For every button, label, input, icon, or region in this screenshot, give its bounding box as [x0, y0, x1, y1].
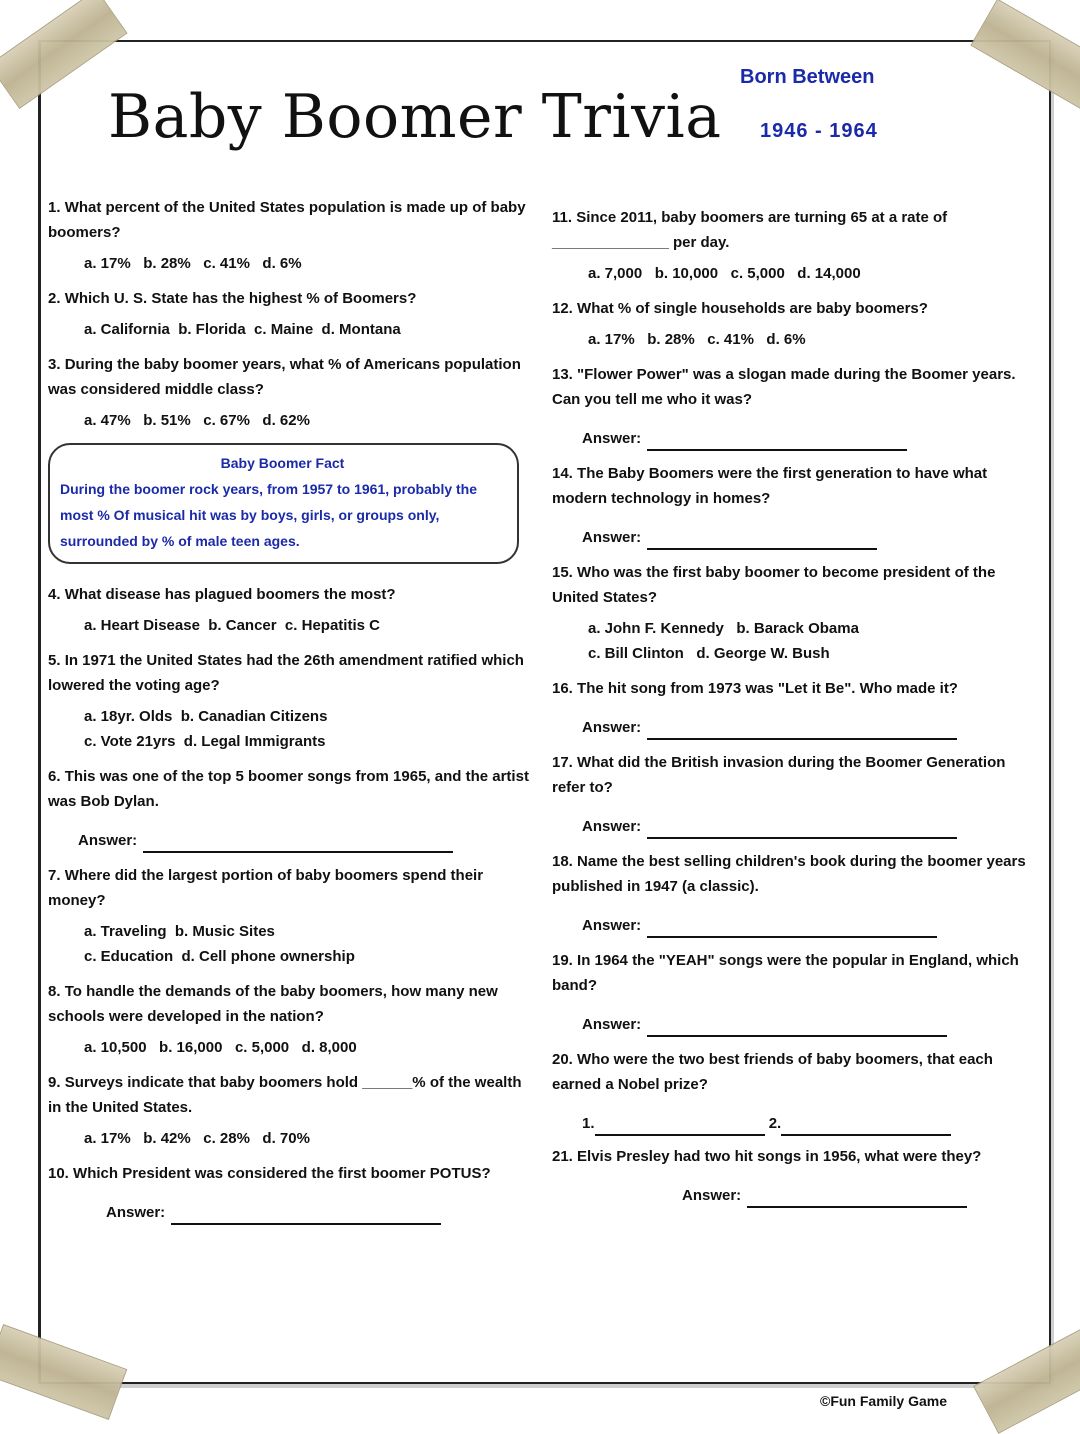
- question-1: 1. What percent of the United States population is made up of baby boomers? a. 17% b. 28% c. 41% d. 6%: [48, 195, 533, 276]
- question-14: 14. The Baby Boomers were the first generation to have what modern technology in homes? Answer:: [552, 461, 1032, 550]
- answer-line[interactable]: Answer:: [106, 1200, 533, 1225]
- question-2: 2. Which U. S. State has the highest % of Boomers? a. California b. Florida c. Maine d. Montana: [48, 286, 533, 342]
- answer-line[interactable]: Answer:: [78, 828, 533, 853]
- question-options: a. John F. Kennedy b. Barack Obama c. Bill Clinton d. George W. Bush: [588, 620, 859, 662]
- question-6: 6. This was one of the top 5 boomer songs from 1965, and the artist was Bob Dylan. Answer:: [48, 764, 533, 853]
- fact-box: [48, 443, 519, 564]
- question-options: a. 47% b. 51% c. 67% d. 62%: [84, 412, 310, 429]
- answer-blank-1[interactable]: [595, 1118, 765, 1136]
- question-8: 8. To handle the demands of the baby boomers, how many new schools were developed in the nation? a. 10,500 b. 16,000 c. 5,000 d. 8,000: [48, 979, 533, 1060]
- question-12: 12. What % of single households are baby boomers? a. 17% b. 28% c. 41% d. 6%: [552, 296, 1032, 352]
- fact-title: Baby Boomer Fact: [220, 455, 345, 471]
- question-options: a. 18yr. Olds b. Canadian Citizens c. Vote 21yrs d. Legal Immigrants: [84, 708, 328, 750]
- question-11: 11. Since 2011, baby boomers are turning 65 at a rate of ______________ per day. a. 7,000 b. 10,000 c. 5,000 d. 14,000: [552, 205, 1032, 286]
- question-13: 13. "Flower Power" was a slogan made during the Boomer years. Can you tell me who it was? Answer:: [552, 362, 1032, 451]
- question-15: 15. Who was the first baby boomer to become president of the United States? a. John F. Kennedy b. Barack Obama c. Bill Clinton d. George W. Bush: [552, 560, 1032, 666]
- answer-blank-2[interactable]: [781, 1118, 951, 1136]
- question-options: a. Heart Disease b. Cancer c. Hepatitis C: [84, 617, 380, 634]
- question-options: a. California b. Florida c. Maine d. Montana: [84, 321, 401, 338]
- right-column: [552, 205, 1032, 1218]
- born-label: Born Between: [740, 66, 875, 88]
- copyright: ©Fun Family Game: [820, 1393, 948, 1409]
- question-18: 18. Name the best selling children's book during the boomer years published in 1947 (a classic). Answer:: [552, 849, 1032, 938]
- question-options: a. 17% b. 28% c. 41% d. 6%: [84, 255, 302, 272]
- question-options: a. Traveling b. Music Sites c. Education d. Cell phone ownership: [84, 923, 355, 965]
- page-title: Baby Boomer Trivia: [108, 82, 722, 152]
- question-17: 17. What did the British invasion during the Boomer Generation refer to? Answer:: [552, 750, 1032, 839]
- answer-line[interactable]: Answer:: [582, 1012, 1032, 1037]
- question-9: 9. Surveys indicate that baby boomers hold ______% of the wealth in the United States. a. 17% b. 42% c. 28% d. 70%: [48, 1070, 533, 1151]
- question-19: 19. In 1964 the "YEAH" songs were the popular in England, which band? Answer:: [552, 948, 1032, 1037]
- born-years: 1946 - 1964: [760, 120, 878, 142]
- fact-text: During the boomer rock years, from 1957 to 1961, probably the most % Of musical hit was by boys, girls, or groups only, surrounded by % of male teen ages.: [60, 481, 478, 549]
- answer-line[interactable]: Answer:: [682, 1183, 1032, 1208]
- question-options: a. 17% b. 28% c. 41% d. 6%: [588, 331, 806, 348]
- answer-line[interactable]: Answer:: [582, 814, 1032, 839]
- question-10: 10. Which President was considered the first boomer POTUS? Answer:: [48, 1161, 533, 1225]
- question-20: 20. Who were the two best friends of baby boomers, that each earned a Nobel prize? 1. 2.: [552, 1047, 1032, 1136]
- question-7: 7. Where did the largest portion of baby boomers spend their money? a. Traveling b. Music Sites c. Education d. Cell phone ownership: [48, 863, 533, 969]
- answer-lines: 1. 2.: [582, 1111, 1032, 1136]
- question-3: 3. During the baby boomer years, what % of Americans population was considered middle class? a. 47% b. 51% c. 67% d. 62%: [48, 352, 533, 433]
- question-5: 5. In 1971 the United States had the 26th amendment ratified which lowered the voting age? a. 18yr. Olds b. Canadian Citizens c. Vote 21yrs d. Legal Immigrants: [48, 648, 533, 754]
- question-4: 4. What disease has plagued boomers the most? a. Heart Disease b. Cancer c. Hepatitis C: [48, 582, 533, 638]
- left-column: [48, 195, 533, 1235]
- answer-line[interactable]: Answer:: [582, 525, 1032, 550]
- answer-line[interactable]: Answer:: [582, 715, 1032, 740]
- question-options: a. 7,000 b. 10,000 c. 5,000 d. 14,000: [588, 265, 861, 282]
- question-21: 21. Elvis Presley had two hit songs in 1956, what were they? Answer:: [552, 1144, 1032, 1208]
- question-options: a. 17% b. 42% c. 28% d. 70%: [84, 1130, 310, 1147]
- question-16: 16. The hit song from 1973 was "Let it Be". Who made it? Answer:: [552, 676, 1032, 740]
- question-options: a. 10,500 b. 16,000 c. 5,000 d. 8,000: [84, 1039, 357, 1056]
- answer-line[interactable]: Answer:: [582, 426, 1032, 451]
- answer-line[interactable]: Answer:: [582, 913, 1032, 938]
